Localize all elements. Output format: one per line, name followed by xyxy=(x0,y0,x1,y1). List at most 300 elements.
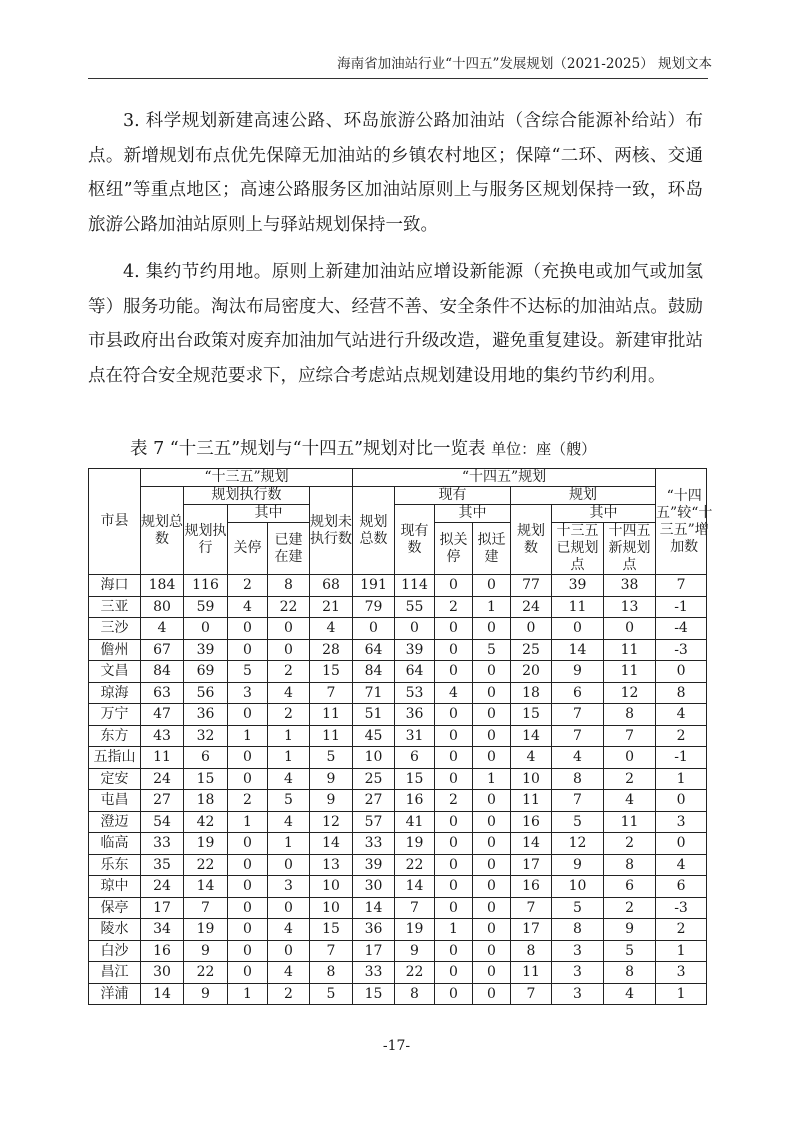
col-diff xyxy=(656,469,713,575)
value-cell: 8 xyxy=(604,704,656,726)
value-cell: 64 xyxy=(395,661,435,683)
value-cell: 4 xyxy=(228,596,268,618)
value-cell: 2 xyxy=(656,725,707,747)
value-cell: 14 xyxy=(511,725,552,747)
value-cell: 0 xyxy=(228,940,268,962)
value-cell: 0 xyxy=(473,704,511,726)
city-cell: 澄迈 xyxy=(89,811,141,833)
value-cell: 0 xyxy=(268,854,310,876)
value-cell: 9 xyxy=(310,768,353,790)
value-cell: 18 xyxy=(511,682,552,704)
value-cell: 0 xyxy=(473,575,511,597)
value-cell: 34 xyxy=(141,919,184,941)
table-row xyxy=(89,940,707,962)
value-cell: 5 xyxy=(310,983,353,1005)
value-cell: 9 xyxy=(604,919,656,941)
value-cell: 13 xyxy=(310,854,353,876)
city-cell: 屯昌 xyxy=(89,790,141,812)
value-cell: 0 xyxy=(228,897,268,919)
city-cell: 三沙 xyxy=(89,618,141,640)
value-cell: 6 xyxy=(604,876,656,898)
value-cell: 2 xyxy=(268,661,310,683)
value-cell: 11 xyxy=(552,596,604,618)
value-cell: 7 xyxy=(310,940,353,962)
value-cell: 4 xyxy=(141,618,184,640)
value-cell: 11 xyxy=(310,704,353,726)
value-cell: 22 xyxy=(395,962,435,984)
value-cell: 0 xyxy=(228,962,268,984)
value-cell: 3 xyxy=(552,940,604,962)
value-cell: 7 xyxy=(511,983,552,1005)
value-cell: 47 xyxy=(141,704,184,726)
value-cell: 6 xyxy=(552,682,604,704)
value-cell: 2 xyxy=(228,575,268,597)
table-row xyxy=(89,661,707,683)
value-cell: 0 xyxy=(268,618,310,640)
value-cell: 13 xyxy=(604,596,656,618)
value-cell: 5 xyxy=(473,639,511,661)
value-cell: 18 xyxy=(184,790,228,812)
city-cell: 儋州 xyxy=(89,639,141,661)
col-group-executed: 规划执行数 xyxy=(184,487,310,505)
city-cell: 定安 xyxy=(89,768,141,790)
value-cell: 30 xyxy=(353,876,395,898)
city-cell: 文昌 xyxy=(89,661,141,683)
header-rule xyxy=(88,78,708,79)
value-cell: 2 xyxy=(268,704,310,726)
value-cell: 11 xyxy=(310,725,353,747)
city-cell: 昌江 xyxy=(89,962,141,984)
value-cell: 43 xyxy=(141,725,184,747)
value-cell: 63 xyxy=(141,682,184,704)
value-cell: 53 xyxy=(395,682,435,704)
value-cell: 4 xyxy=(656,854,707,876)
col-plan14-total: 规划总数 xyxy=(353,487,395,575)
value-cell: 1 xyxy=(656,940,707,962)
value-cell: 30 xyxy=(141,962,184,984)
value-cell: 12 xyxy=(552,833,604,855)
col-planned14: 十四五新规划点 xyxy=(604,523,656,575)
table-row xyxy=(89,919,707,941)
value-cell: 184 xyxy=(141,575,184,597)
col-to-move: 拟迁建 xyxy=(473,523,511,575)
value-cell: 0 xyxy=(473,876,511,898)
value-cell: -1 xyxy=(656,747,707,769)
value-cell: 0 xyxy=(656,833,707,855)
value-cell: 25 xyxy=(511,639,552,661)
col-plan13-total: 规划总数 xyxy=(141,487,184,575)
value-cell: 69 xyxy=(184,661,228,683)
value-cell: 10 xyxy=(353,747,395,769)
table-row xyxy=(89,618,707,640)
table-row xyxy=(89,596,707,618)
value-cell: 0 xyxy=(435,983,473,1005)
value-cell: 14 xyxy=(395,876,435,898)
value-cell: 0 xyxy=(473,811,511,833)
col-group-of-which-3: 其中 xyxy=(552,505,656,523)
table-row xyxy=(89,854,707,876)
value-cell: 7 xyxy=(511,897,552,919)
value-cell: 0 xyxy=(353,618,395,640)
value-cell: 3 xyxy=(268,876,310,898)
col-to-close: 拟关停 xyxy=(435,523,473,575)
value-cell: 2 xyxy=(604,833,656,855)
city-cell: 海口 xyxy=(89,575,141,597)
value-cell: 3 xyxy=(228,682,268,704)
value-cell: 4 xyxy=(268,682,310,704)
value-cell: 36 xyxy=(395,704,435,726)
value-cell: 0 xyxy=(228,618,268,640)
value-cell: 116 xyxy=(184,575,228,597)
value-cell: -4 xyxy=(656,618,707,640)
value-cell: 51 xyxy=(353,704,395,726)
table-caption-title: 表 7 “十三五”规划与“十四五”规划对比一览表 xyxy=(130,439,486,459)
value-cell: 41 xyxy=(395,811,435,833)
page-number: -17- xyxy=(382,1038,411,1054)
value-cell: 6 xyxy=(395,747,435,769)
value-cell: 17 xyxy=(511,919,552,941)
value-cell: 1 xyxy=(228,811,268,833)
value-cell: 0 xyxy=(473,747,511,769)
value-cell: 22 xyxy=(268,596,310,618)
value-cell: 19 xyxy=(184,833,228,855)
value-cell: 0 xyxy=(473,919,511,941)
value-cell: 4 xyxy=(310,618,353,640)
value-cell: 3 xyxy=(552,983,604,1005)
value-cell: 16 xyxy=(141,940,184,962)
value-cell: 3 xyxy=(656,962,707,984)
value-cell: 1 xyxy=(435,919,473,941)
value-cell: 1 xyxy=(268,747,310,769)
value-cell: 11 xyxy=(604,661,656,683)
value-cell: 8 xyxy=(511,940,552,962)
value-cell: 28 xyxy=(310,639,353,661)
value-cell: 4 xyxy=(268,768,310,790)
value-cell: 2 xyxy=(604,897,656,919)
value-cell: 4 xyxy=(268,919,310,941)
value-cell: 9 xyxy=(395,940,435,962)
value-cell: 11 xyxy=(511,790,552,812)
value-cell: 0 xyxy=(268,897,310,919)
value-cell: 59 xyxy=(184,596,228,618)
value-cell: 0 xyxy=(268,940,310,962)
city-cell: 琼中 xyxy=(89,876,141,898)
value-cell: 0 xyxy=(604,747,656,769)
value-cell: 17 xyxy=(353,940,395,962)
value-cell: 16 xyxy=(511,811,552,833)
table-row xyxy=(89,833,707,855)
value-cell: 7 xyxy=(395,897,435,919)
value-cell: 0 xyxy=(435,704,473,726)
value-cell: 19 xyxy=(395,833,435,855)
value-cell: 1 xyxy=(656,768,707,790)
comparison-table xyxy=(88,468,713,1005)
value-cell: 14 xyxy=(353,897,395,919)
city-cell: 陵水 xyxy=(89,919,141,941)
table-row xyxy=(89,811,707,833)
value-cell: 191 xyxy=(353,575,395,597)
value-cell: 55 xyxy=(395,596,435,618)
city-cell: 保亭 xyxy=(89,897,141,919)
value-cell: 8 xyxy=(395,983,435,1005)
value-cell: 17 xyxy=(511,854,552,876)
value-cell: 0 xyxy=(435,661,473,683)
value-cell: 4 xyxy=(604,790,656,812)
value-cell: 9 xyxy=(552,661,604,683)
value-cell: 0 xyxy=(268,639,310,661)
value-cell: 1 xyxy=(473,596,511,618)
value-cell: 8 xyxy=(604,962,656,984)
value-cell: 56 xyxy=(184,682,228,704)
value-cell: 79 xyxy=(353,596,395,618)
value-cell: 36 xyxy=(184,704,228,726)
value-cell: 4 xyxy=(511,747,552,769)
value-cell: 9 xyxy=(310,790,353,812)
value-cell: 0 xyxy=(473,854,511,876)
value-cell: 4 xyxy=(656,704,707,726)
col-planned13: 十三五已规划点 xyxy=(552,523,604,575)
value-cell: 4 xyxy=(435,682,473,704)
value-cell: 67 xyxy=(141,639,184,661)
table-row xyxy=(89,725,707,747)
value-cell: 0 xyxy=(435,940,473,962)
value-cell: 7 xyxy=(656,575,707,597)
value-cell: 0 xyxy=(228,768,268,790)
value-cell: 4 xyxy=(268,811,310,833)
value-cell: 0 xyxy=(228,854,268,876)
value-cell: 12 xyxy=(310,811,353,833)
value-cell: 7 xyxy=(604,725,656,747)
value-cell: 9 xyxy=(552,854,604,876)
value-cell: 8 xyxy=(604,854,656,876)
value-cell: 39 xyxy=(395,639,435,661)
value-cell: 7 xyxy=(552,790,604,812)
value-cell: 1 xyxy=(228,725,268,747)
value-cell: 10 xyxy=(552,876,604,898)
value-cell: -3 xyxy=(656,639,707,661)
value-cell: 0 xyxy=(228,639,268,661)
value-cell: 21 xyxy=(310,596,353,618)
table-row xyxy=(89,983,707,1005)
value-cell: 7 xyxy=(310,682,353,704)
col-built: 已建在建 xyxy=(268,523,310,575)
value-cell: 68 xyxy=(310,575,353,597)
value-cell: 4 xyxy=(552,747,604,769)
table-row xyxy=(89,897,707,919)
table-row xyxy=(89,790,707,812)
value-cell: 0 xyxy=(473,790,511,812)
value-cell: 27 xyxy=(141,790,184,812)
value-cell: 1 xyxy=(473,768,511,790)
value-cell: -1 xyxy=(656,596,707,618)
table-row xyxy=(89,704,707,726)
value-cell: 5 xyxy=(310,747,353,769)
value-cell: 33 xyxy=(141,833,184,855)
col-unexecuted: 规划未执行数 xyxy=(310,487,353,575)
value-cell: 25 xyxy=(353,768,395,790)
value-cell: 114 xyxy=(395,575,435,597)
value-cell: 0 xyxy=(473,661,511,683)
value-cell: 80 xyxy=(141,596,184,618)
table-row xyxy=(89,747,707,769)
value-cell: 8 xyxy=(268,575,310,597)
value-cell: 14 xyxy=(511,833,552,855)
value-cell: 3 xyxy=(552,962,604,984)
table-row xyxy=(89,575,707,597)
col-group-planned: 规划 xyxy=(511,487,656,505)
paragraph-3: 3. 科学规划新建高速公路、环岛旅游公路加油站（含综合能源补给站）布点。新增规划布点优先保障无加油站的乡镇农村地区；保障“二环、两核、交通枢纽”等重点地区；高速公路服务区加油站原则上与服务区规划保持一致，环岛旅游公路加油站原则上与驿站规划保持一致。 xyxy=(88,111,703,235)
value-cell: 22 xyxy=(395,854,435,876)
col-diff-label: “十四五”较“十三五”增加数 xyxy=(656,487,713,555)
value-cell: 38 xyxy=(604,575,656,597)
value-cell: 24 xyxy=(141,876,184,898)
value-cell: 16 xyxy=(511,876,552,898)
value-cell: 16 xyxy=(395,790,435,812)
table-row xyxy=(89,962,707,984)
value-cell: 39 xyxy=(353,854,395,876)
col-group-plan14: “十四五”规划 xyxy=(353,469,656,487)
value-cell: 7 xyxy=(552,704,604,726)
value-cell: 0 xyxy=(435,897,473,919)
value-cell: 27 xyxy=(353,790,395,812)
value-cell: 8 xyxy=(552,919,604,941)
value-cell: 0 xyxy=(473,983,511,1005)
value-cell: 39 xyxy=(552,575,604,597)
value-cell: 14 xyxy=(310,833,353,855)
value-cell: 4 xyxy=(604,983,656,1005)
value-cell: 57 xyxy=(353,811,395,833)
value-cell: 11 xyxy=(141,747,184,769)
city-cell: 乐东 xyxy=(89,854,141,876)
value-cell: 1 xyxy=(268,725,310,747)
col-planned-count: 规划数 xyxy=(511,505,552,575)
value-cell: 0 xyxy=(656,790,707,812)
value-cell: 19 xyxy=(395,919,435,941)
table-row xyxy=(89,876,707,898)
value-cell: 1 xyxy=(228,983,268,1005)
value-cell: 14 xyxy=(552,639,604,661)
col-group-of-which-2: 其中 xyxy=(435,505,511,523)
value-cell: 2 xyxy=(435,790,473,812)
value-cell: 0 xyxy=(435,768,473,790)
value-cell: 0 xyxy=(473,682,511,704)
table-row xyxy=(89,639,707,661)
value-cell: 2 xyxy=(228,790,268,812)
value-cell: 9 xyxy=(184,940,228,962)
col-group-plan13: “十三五”规划 xyxy=(141,469,353,487)
value-cell: 36 xyxy=(353,919,395,941)
city-cell: 洋浦 xyxy=(89,983,141,1005)
city-cell: 琼海 xyxy=(89,682,141,704)
value-cell: 5 xyxy=(552,897,604,919)
value-cell: 31 xyxy=(395,725,435,747)
value-cell: 7 xyxy=(552,725,604,747)
col-executed: 规划执行 xyxy=(184,505,228,575)
table-row xyxy=(89,768,707,790)
value-cell: 0 xyxy=(435,725,473,747)
value-cell: 5 xyxy=(552,811,604,833)
value-cell: 0 xyxy=(435,962,473,984)
value-cell: 14 xyxy=(141,983,184,1005)
city-cell: 五指山 xyxy=(89,747,141,769)
value-cell: 0 xyxy=(228,747,268,769)
value-cell: 0 xyxy=(435,575,473,597)
col-group-of-which-1: 其中 xyxy=(228,505,310,523)
value-cell: 0 xyxy=(228,919,268,941)
table-row xyxy=(89,682,707,704)
value-cell: 33 xyxy=(353,962,395,984)
table-caption xyxy=(130,437,596,461)
value-cell: 0 xyxy=(473,833,511,855)
value-cell: 2 xyxy=(604,768,656,790)
value-cell: 0 xyxy=(473,618,511,640)
value-cell: 0 xyxy=(435,876,473,898)
value-cell: 7 xyxy=(184,897,228,919)
col-existing-count: 现有数 xyxy=(395,505,435,575)
value-cell: -3 xyxy=(656,897,707,919)
city-cell: 万宁 xyxy=(89,704,141,726)
value-cell: 6 xyxy=(656,876,707,898)
value-cell: 5 xyxy=(228,661,268,683)
value-cell: 8 xyxy=(310,962,353,984)
value-cell: 0 xyxy=(435,854,473,876)
value-cell: 0 xyxy=(656,661,707,683)
value-cell: 10 xyxy=(310,876,353,898)
value-cell: 45 xyxy=(353,725,395,747)
value-cell: 3 xyxy=(656,811,707,833)
value-cell: 0 xyxy=(228,876,268,898)
value-cell: 15 xyxy=(353,983,395,1005)
value-cell: 54 xyxy=(141,811,184,833)
value-cell: 2 xyxy=(435,596,473,618)
city-cell: 三亚 xyxy=(89,596,141,618)
value-cell: 33 xyxy=(353,833,395,855)
city-cell: 临高 xyxy=(89,833,141,855)
value-cell: 15 xyxy=(511,704,552,726)
value-cell: 0 xyxy=(473,962,511,984)
value-cell: 4 xyxy=(268,962,310,984)
value-cell: 84 xyxy=(141,661,184,683)
value-cell: 42 xyxy=(184,811,228,833)
value-cell: 8 xyxy=(656,682,707,704)
value-cell: 0 xyxy=(473,725,511,747)
value-cell: 9 xyxy=(184,983,228,1005)
value-cell: 39 xyxy=(184,639,228,661)
value-cell: 0 xyxy=(228,833,268,855)
value-cell: 1 xyxy=(656,983,707,1005)
value-cell: 0 xyxy=(473,940,511,962)
value-cell: 5 xyxy=(268,790,310,812)
value-cell: 0 xyxy=(228,704,268,726)
value-cell: 11 xyxy=(511,962,552,984)
value-cell: 64 xyxy=(353,639,395,661)
value-cell: 0 xyxy=(435,747,473,769)
city-cell: 东方 xyxy=(89,725,141,747)
value-cell: 15 xyxy=(310,661,353,683)
col-group-existing: 现有 xyxy=(395,487,511,505)
value-cell: 22 xyxy=(184,854,228,876)
value-cell: 15 xyxy=(310,919,353,941)
col-closed: 关停 xyxy=(228,523,268,575)
value-cell: 8 xyxy=(552,768,604,790)
value-cell: 0 xyxy=(473,897,511,919)
value-cell: 84 xyxy=(353,661,395,683)
value-cell: 0 xyxy=(184,618,228,640)
col-city: 市县 xyxy=(89,469,141,575)
value-cell: 15 xyxy=(395,768,435,790)
value-cell: 0 xyxy=(435,833,473,855)
value-cell: 0 xyxy=(604,618,656,640)
